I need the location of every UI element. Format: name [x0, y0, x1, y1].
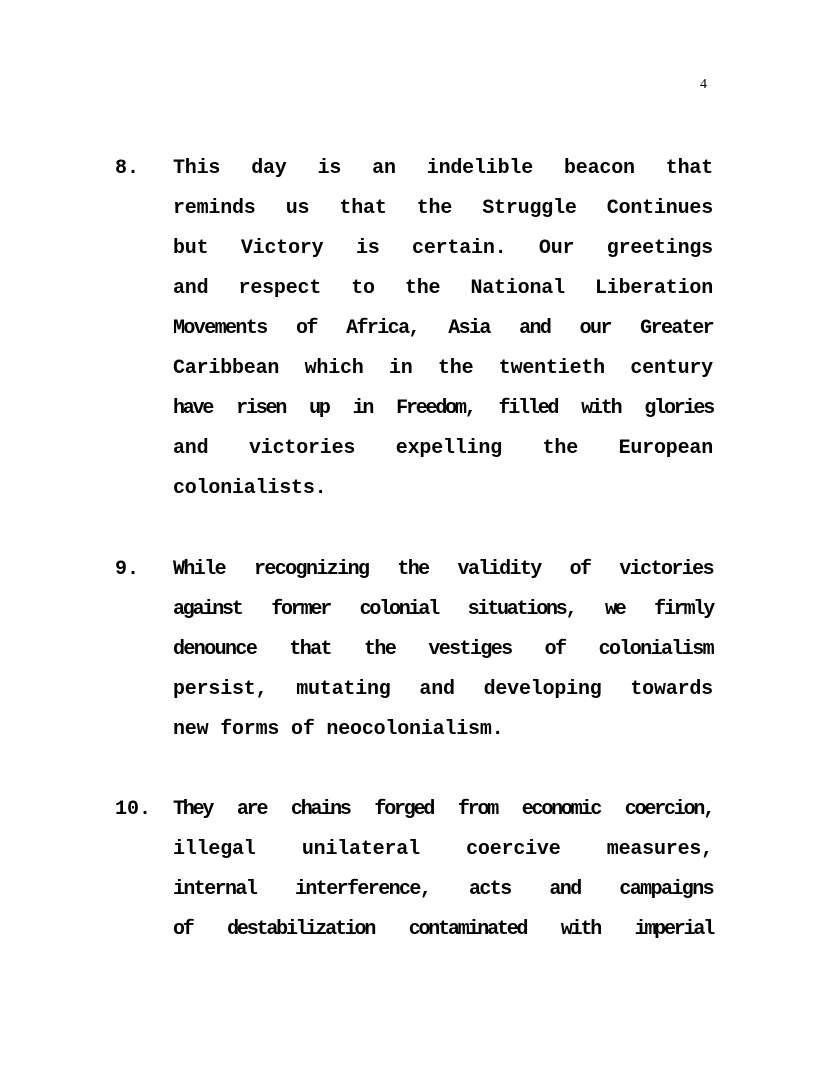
- text-line: but Victory is certain. Our greetings: [173, 237, 713, 260]
- text-line: While recognizing the validity of victories: [173, 558, 713, 581]
- text-line: Movements of Africa, Asia and our Greater: [173, 317, 713, 340]
- text-line: Caribbean which in the twentieth century: [173, 357, 713, 380]
- text-line: colonialists.: [173, 477, 327, 500]
- text-line: They are chains forged from economic coercion,: [173, 798, 713, 821]
- text-line: have risen up in Freedom, filled with glories: [173, 397, 713, 420]
- text-line: and victories expelling the European: [173, 437, 713, 460]
- text-line: denounce that the vestiges of colonialism: [173, 638, 713, 661]
- text-line: of destabilization contaminated with imperial: [173, 918, 713, 941]
- text-line: internal interference, acts and campaigns: [173, 878, 713, 901]
- text-line: new forms of neocolonialism.: [173, 718, 504, 741]
- text-line: persist, mutating and developing towards: [173, 678, 713, 701]
- text-line: reminds us that the Struggle Continues: [173, 197, 713, 220]
- paragraph-number: 8.: [115, 157, 140, 180]
- text-line: illegal unilateral coercive measures,: [173, 838, 713, 861]
- paragraph-body: [173, 149, 713, 509]
- page-number: 4: [700, 77, 707, 92]
- paragraph-number: 9.: [115, 558, 140, 581]
- paragraph-body: [173, 790, 713, 950]
- paragraph-number: 10.: [115, 798, 152, 821]
- text-line: and respect to the National Liberation: [173, 277, 713, 300]
- text-line: against former colonial situations, we firmly: [173, 598, 713, 621]
- paragraph-body: [173, 550, 713, 750]
- text-line: This day is an indelible beacon that: [173, 157, 713, 180]
